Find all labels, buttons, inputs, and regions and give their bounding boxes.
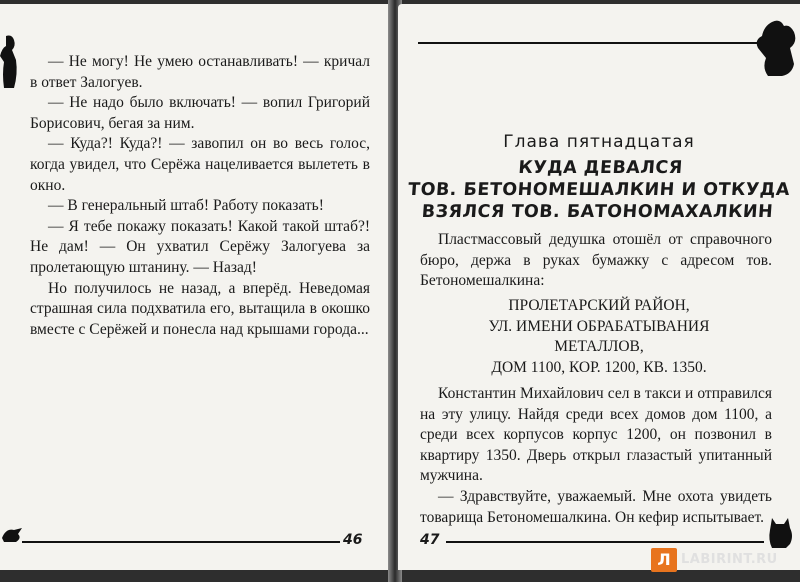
bottom-rule (446, 541, 764, 543)
bottom-rule (22, 541, 340, 543)
paragraph: Константин Михайлович сел в такси и отправился на эту улицу. Найдя среди всех домов дом 1100, а среди всех корпусов корпус 1200, он позвонил в квартиру 1350. Дверь открыл глазастый упитанный мужчина. (420, 385, 772, 485)
chapter-title-line: ТОВ. БЕТОНОМЕШАЛКИН И ОТКУДА (407, 180, 791, 200)
bird-silhouette-icon (0, 526, 24, 546)
left-body-text (30, 52, 370, 340)
page-number: 47 (420, 532, 440, 548)
paragraph: — Я тебе покажу показать! Какой такой штаб?! Не дам! — Он ухватил Серёжу Залогуева за пролетающую штанину. — Назад! (30, 217, 370, 276)
right-page (398, 4, 800, 570)
paragraph: Но получилось не назад, а вперёд. Неведомая страшная сила подхватила его, вытащила в окошко вместе с Серёжей и понесла над крышами города... (30, 279, 370, 338)
chapter-label: Глава пятнадцатая (503, 132, 695, 152)
paragraph: — В генеральный штаб! Работу показать! (48, 197, 324, 215)
address-line: ДОМ 1100, КОР. 1200, КВ. 1350. (491, 358, 707, 376)
page-number: 46 (343, 532, 363, 548)
watermark-text: LABIRINT.RU (681, 552, 778, 567)
labirint-logo-icon: Л (651, 548, 677, 572)
intro-text (420, 230, 772, 292)
chapter-title-line: ВЗЯЛСЯ ТОВ. БАТОНОМАХАЛКИН (421, 202, 774, 222)
paragraph: — Куда?! Куда?! — завопил он во весь голос, когда увидел, что Серёжа нацеливается вылететь в окно. (30, 135, 370, 194)
paragraph: — Не надо было включать! — вопил Григорий Борисович, бегая за ним. (30, 94, 370, 132)
address-line: ПРОЛЕТАРСКИЙ РАЙОН, (508, 297, 690, 314)
paragraph: Пластмассовый дедушка отошёл от справочного бюро, держа в руках бумажку с адресом тов. Бетономешалкина: (420, 231, 772, 290)
chapter-title (398, 157, 800, 223)
paragraph: — Не могу! Не умею останавливать! — кричал в ответ Залогуев. (30, 53, 370, 91)
left-page (0, 4, 392, 570)
right-body-text (420, 384, 772, 528)
address-line: МЕТАЛЛОВ, (554, 338, 644, 355)
address-line: УЛ. ИМЕНИ ОБРАБАТЫВАНИЯ (488, 317, 710, 335)
paragraph: — Здравствуйте, уважаемый. Мне охота увидеть товарища Бетономешалкина. Он кефир испытывает. (420, 487, 772, 526)
figure-silhouette-icon (0, 34, 20, 90)
chapter-title-line: КУДА ДЕВАЛСЯ (517, 158, 684, 178)
creature-silhouette-icon (754, 18, 800, 78)
address-block (398, 296, 800, 378)
top-rule (418, 42, 758, 44)
cat-silhouette-icon (766, 514, 796, 550)
